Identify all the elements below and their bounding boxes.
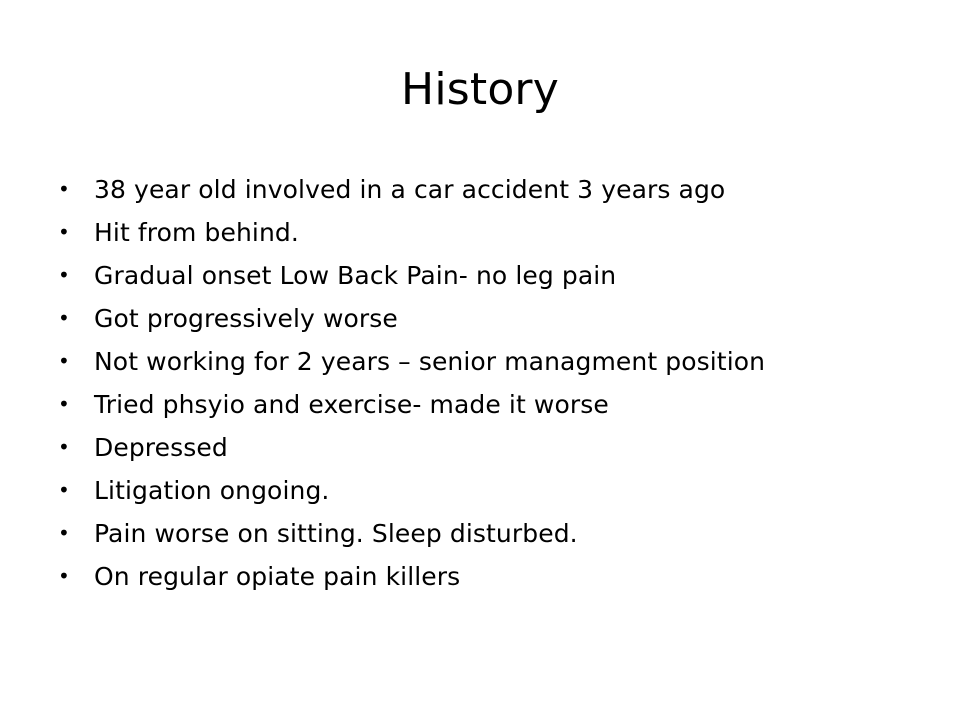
bullet-icon: •: [58, 478, 70, 502]
bullet-item: [58, 254, 918, 297]
bullet-icon: •: [58, 435, 70, 459]
bullet-icon: •: [58, 564, 70, 588]
bullet-text: Gradual onset Low Back Pain- no leg pain: [94, 261, 617, 290]
bullet-item: [58, 555, 918, 598]
bullet-item: [58, 340, 918, 383]
bullet-text: Depressed: [94, 433, 228, 462]
bullet-item: [58, 211, 918, 254]
slide-title: History: [401, 64, 559, 115]
bullet-text: Pain worse on sitting. Sleep disturbed.: [94, 519, 578, 548]
bullet-item: [58, 469, 918, 512]
bullet-list: [58, 168, 918, 598]
bullet-text: Tried phsyio and exercise- made it worse: [94, 390, 609, 419]
bullet-icon: •: [58, 392, 70, 416]
bullet-text: Not working for 2 years – senior managment position: [94, 347, 766, 376]
bullet-text: On regular opiate pain killers: [94, 562, 461, 591]
bullet-item: [58, 512, 918, 555]
bullet-text: Litigation ongoing.: [94, 476, 330, 505]
bullet-text: Got progressively worse: [94, 304, 398, 333]
bullet-icon: •: [58, 521, 70, 545]
bullet-item: [58, 426, 918, 469]
bullet-icon: •: [58, 306, 70, 330]
bullet-text: Hit from behind.: [94, 218, 299, 247]
bullet-icon: •: [58, 263, 70, 287]
bullet-text: 38 year old involved in a car accident 3 years ago: [94, 175, 726, 204]
bullet-item: [58, 383, 918, 426]
bullet-item: [58, 168, 918, 211]
bullet-icon: •: [58, 349, 70, 373]
bullet-icon: •: [58, 177, 70, 201]
bullet-icon: •: [58, 220, 70, 244]
bullet-item: [58, 297, 918, 340]
